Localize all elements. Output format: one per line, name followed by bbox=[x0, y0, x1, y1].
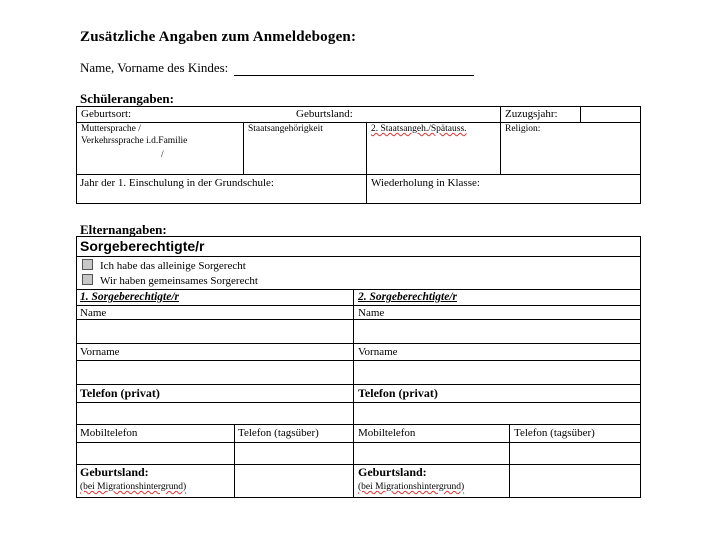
parent2-vorname-label: Vorname bbox=[358, 346, 398, 358]
alleiniges-sorgerecht-checkbox[interactable] bbox=[82, 259, 93, 270]
parent2-migration-note: (bei Migrationshintergrund) bbox=[358, 482, 465, 492]
parent1-vorname-field[interactable] bbox=[77, 361, 352, 383]
muttersprache-label: Muttersprache / bbox=[81, 124, 141, 134]
parent2-geburtsland-label: Geburtsland: bbox=[358, 465, 427, 479]
gemeinsames-sorgerecht-label: Wir haben gemeinsames Sorgerecht bbox=[100, 275, 258, 287]
child-name-label: Name, Vorname des Kindes: bbox=[80, 60, 229, 75]
parent1-mobiltelefon-label: Mobiltelefon bbox=[80, 427, 138, 439]
parent2-telefon-privat-label: Telefon (privat) bbox=[358, 386, 438, 400]
verkehrssprache-label: Verkehrssprache i.d.Familie bbox=[81, 136, 188, 146]
parent1-geburtsland-label: Geburtsland: bbox=[80, 465, 149, 479]
parent2-mobiltelefon-label: Mobiltelefon bbox=[358, 427, 416, 439]
parent1-telefon-privat-field[interactable] bbox=[77, 403, 352, 423]
parent1-name-field[interactable] bbox=[77, 320, 352, 342]
geburtsland-label: Geburtsland: bbox=[296, 108, 353, 120]
parent1-heading: 1. Sorgeberechtigte/r bbox=[80, 291, 180, 303]
parent2-name-field[interactable] bbox=[354, 320, 640, 342]
sorgeberechtigte-heading: Sorgeberechtigte/r bbox=[80, 238, 205, 254]
parent2-heading: 2. Sorgeberechtigte/r bbox=[358, 291, 458, 303]
alleiniges-sorgerecht-label: Ich habe das alleinige Sorgerecht bbox=[100, 260, 246, 272]
staatsangehoerigkeit2-label: 2. Staatsangeh./Spätauss. bbox=[371, 124, 467, 134]
eltern-section-heading: Elternangaben: bbox=[80, 222, 167, 237]
parent2-vorname-field[interactable] bbox=[354, 361, 640, 383]
parent1-migration-note: (bei Migrationshintergrund) bbox=[80, 482, 187, 492]
parent1-vorname-label: Vorname bbox=[80, 346, 120, 358]
alleiniges-sorgerecht-option[interactable] bbox=[82, 259, 246, 272]
parent2-telefon-privat-field[interactable] bbox=[354, 403, 640, 423]
religion-label: Religion: bbox=[505, 124, 541, 134]
form-title: Zusätzliche Angaben zum Anmeldebogen: bbox=[80, 29, 357, 45]
parent1-name-label: Name bbox=[80, 307, 107, 319]
sprache-separator: / bbox=[161, 150, 164, 160]
einschulung-label: Jahr der 1. Einschulung in der Grundschule: bbox=[80, 177, 274, 189]
geburtsort-label: Geburtsort: bbox=[81, 108, 132, 120]
zuzugsjahr-label: Zuzugsjahr: bbox=[505, 108, 558, 120]
child-name-field[interactable] bbox=[234, 61, 474, 76]
schueler-section-heading: Schülerangaben: bbox=[80, 91, 174, 106]
parent1-telefon-tagsueber-label: Telefon (tagsüber) bbox=[238, 427, 319, 439]
staatsangehoerigkeit-label: Staatsangehörigkeit bbox=[248, 124, 323, 134]
child-name-row bbox=[80, 60, 474, 76]
gemeinsames-sorgerecht-option[interactable] bbox=[82, 274, 258, 287]
gemeinsames-sorgerecht-checkbox[interactable] bbox=[82, 274, 93, 285]
parent2-name-label: Name bbox=[358, 307, 385, 319]
parent2-telefon-tagsueber-label: Telefon (tagsüber) bbox=[514, 427, 595, 439]
parent1-telefon-privat-label: Telefon (privat) bbox=[80, 386, 160, 400]
wiederholung-label: Wiederholung in Klasse: bbox=[371, 177, 480, 189]
